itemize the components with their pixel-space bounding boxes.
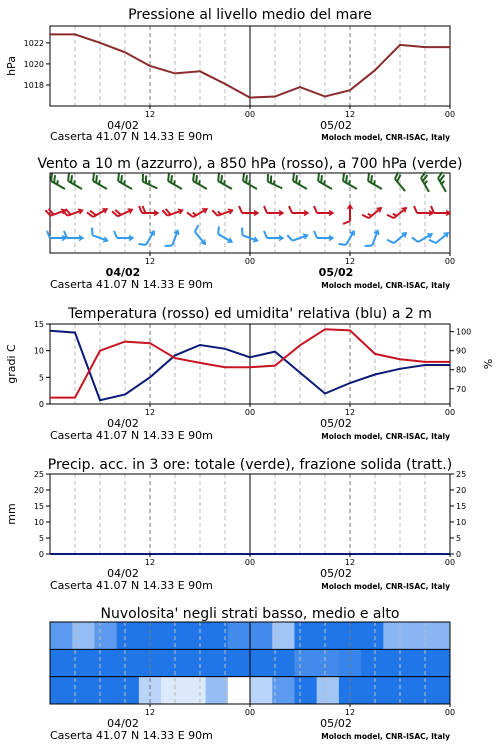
pressure-point [49, 34, 51, 36]
wind-barb [239, 228, 260, 243]
barb-feather [212, 209, 217, 217]
cloud-cell [228, 649, 251, 677]
cloud-cell [428, 677, 451, 705]
wind-barb [429, 227, 450, 246]
wind-barb [414, 206, 433, 216]
barb-feather [193, 225, 200, 232]
cloud-cell [117, 622, 140, 650]
y-tick-label: 0 [38, 400, 44, 409]
barb-half-feather [248, 180, 251, 184]
pressure-model: Moloch model, CNR-ISAC, Italy [321, 133, 450, 142]
wind-panel [37, 156, 462, 291]
cloud-cell [361, 622, 384, 650]
y-tick-label: 1018 [23, 80, 44, 90]
rh-point [349, 382, 351, 384]
y-tick-label: 15 [33, 320, 44, 329]
pressure-point [449, 46, 451, 48]
wind-barb [387, 202, 408, 221]
temp-rh-date-2: 05/02 [320, 417, 352, 430]
wind-model: Moloch model, CNR-ISAC, Italy [321, 281, 450, 290]
cloud-cell [272, 649, 295, 677]
rh-point [149, 377, 151, 379]
y-tick-label: 1022 [23, 38, 44, 48]
wind-xticks [145, 253, 455, 266]
y-tick-label: 0 [38, 550, 44, 559]
wind-barb [64, 231, 83, 241]
rh-point [449, 364, 451, 366]
rh-point [399, 368, 401, 370]
cloud-cell [161, 677, 184, 705]
clouds-title: Nuvolosita' negli strati basso, medio e alto [100, 606, 400, 622]
cloud-cell [294, 622, 317, 650]
precip-title: Precip. acc. in 3 ore: totale (verde), frazione solida (tratt.) [47, 457, 453, 473]
rh-point [199, 344, 201, 346]
x-tick-label: 12 [344, 558, 356, 567]
x-tick-label: 00 [244, 110, 256, 119]
precip-location: Caserta 41.07 N 14.33 E 90m [50, 579, 213, 592]
barb-half-feather [298, 180, 301, 184]
cloud-cell [161, 649, 184, 677]
barb-half-feather [323, 180, 326, 184]
wind-barb [89, 228, 110, 243]
y-tick-label: 5 [38, 373, 44, 383]
barb-feather [414, 206, 417, 213]
barb-feather [143, 206, 146, 213]
cloud-cell [250, 677, 273, 705]
y-tick-label: 25 [456, 470, 467, 479]
x-tick-label: 12 [344, 257, 356, 266]
pressure-grid [75, 26, 425, 106]
y-tick-label: 20 [456, 486, 467, 495]
temp-point [74, 397, 76, 399]
cloud-cell [50, 622, 73, 650]
precip-ylabel: mm [5, 503, 18, 525]
pressure-date-2: 05/02 [320, 119, 352, 132]
cloud-cell [72, 622, 95, 650]
x-tick-label: 00 [444, 257, 456, 266]
barb-feather [387, 238, 394, 245]
barb-feather [314, 231, 317, 238]
barb-feather [429, 238, 436, 245]
cloud-cell [428, 622, 451, 650]
pressure-point [399, 44, 401, 46]
precip-yticks-left [34, 470, 50, 559]
pressure-point [424, 46, 426, 48]
barb-half-feather [173, 180, 176, 184]
y-tick-label: 0 [456, 550, 462, 559]
x-tick-label: 00 [244, 708, 256, 717]
wind-barb [362, 202, 383, 221]
wind-barb [48, 173, 68, 189]
wind-barb [87, 203, 108, 221]
y-tick-label: 10 [33, 518, 44, 527]
cloud-cell [250, 622, 273, 650]
pressure-point [374, 69, 376, 71]
wind-barb [114, 231, 133, 241]
rh-point [224, 348, 226, 350]
barb-shaft [394, 233, 406, 243]
barb-half-feather [56, 180, 59, 184]
temp-point [399, 358, 401, 360]
wind-barb [412, 228, 433, 246]
barb-feather [140, 174, 146, 182]
pressure-point [74, 34, 76, 36]
y-tick-label: 5 [38, 534, 44, 543]
barb-feather [215, 226, 221, 234]
wind-barb [287, 229, 308, 244]
cloud-cell [294, 677, 317, 705]
rh-point [174, 355, 176, 357]
rh-point [299, 372, 301, 374]
rh-point [74, 332, 76, 334]
y-tick-label: 15 [33, 502, 44, 511]
pressure-point [174, 73, 176, 75]
x-tick-label: 00 [244, 558, 256, 567]
wind-barb [289, 206, 308, 216]
barb-shaft [195, 232, 205, 244]
temp-point [174, 357, 176, 359]
clouds-panel [50, 606, 455, 742]
clouds-xticks [145, 704, 455, 717]
wind-barb [314, 206, 333, 216]
x-tick-label: 12 [144, 708, 156, 717]
precip-xticks [145, 554, 455, 567]
clouds-date-1: 04/02 [107, 717, 139, 730]
wind-barb [191, 225, 210, 246]
temp-point [299, 345, 301, 347]
clouds-date-2: 05/02 [320, 717, 352, 730]
wind-barb [212, 204, 233, 219]
pressure-point [149, 65, 151, 67]
barb-shaft [436, 233, 448, 243]
x-tick-label: 12 [344, 708, 356, 717]
barb-feather [338, 241, 346, 247]
y-tick-label: 5 [456, 534, 462, 543]
wind-barb [139, 206, 158, 216]
precip-yticks-right [450, 470, 466, 559]
x-tick-label: 12 [144, 558, 156, 567]
pressure-panel [5, 7, 455, 143]
x-tick-label: 00 [444, 110, 456, 119]
temp-point [374, 353, 376, 355]
temp-point [349, 330, 351, 332]
barb-half-feather [223, 180, 226, 184]
temp-point [199, 362, 201, 364]
rh-point [424, 364, 426, 366]
x-tick-label: 00 [444, 558, 456, 567]
clouds-model: Moloch model, CNR-ISAC, Italy [321, 732, 450, 741]
precip-model: Moloch model, CNR-ISAC, Italy [321, 582, 450, 591]
temp-point [424, 361, 426, 363]
cloud-cell [272, 677, 295, 705]
barb-feather [114, 231, 117, 238]
pressure-point [349, 89, 351, 91]
temp-rh-title: Temperatura (rosso) ed umidita' relativa (blu) a 2 m [68, 306, 432, 322]
cloud-cell [117, 677, 140, 705]
wind-barb [138, 228, 156, 249]
y-tick-label: 90 [456, 346, 467, 356]
rh-point [249, 357, 251, 359]
x-tick-label: 00 [444, 408, 456, 417]
temp-yticks [34, 320, 50, 409]
cloud-cell [183, 649, 206, 677]
y-tick-label: 1020 [23, 59, 44, 69]
barb-feather [240, 228, 245, 236]
pressure-title: Pressione al livello medio del mare [128, 7, 372, 23]
temp-rh-location: Caserta 41.07 N 14.33 E 90m [50, 429, 213, 442]
temp-point [149, 342, 151, 344]
rh-ylabel: % [482, 358, 495, 370]
cloud-cell [383, 677, 406, 705]
precip-date-2: 05/02 [320, 567, 352, 580]
barb-feather [138, 241, 146, 247]
x-tick-label: 12 [344, 110, 356, 119]
barb-feather [239, 206, 242, 213]
cloud-cell [317, 677, 340, 705]
cloud-cell [50, 677, 73, 705]
rh-point [324, 393, 326, 395]
barb-half-feather [373, 180, 376, 184]
cloud-cell [428, 649, 451, 677]
precip-panel [5, 457, 466, 592]
x-tick-label: 12 [144, 257, 156, 266]
wind-barb [431, 206, 450, 216]
rh-point [374, 374, 376, 376]
pressure-xticks [145, 106, 455, 119]
barb-feather [265, 174, 271, 182]
x-tick-label: 00 [444, 708, 456, 717]
temp-rh-date-1: 04/02 [107, 417, 139, 430]
wind-barb [338, 228, 356, 249]
cloud-cell [183, 677, 206, 705]
clouds-location: Caserta 41.07 N 14.33 E 90m [50, 729, 213, 742]
temp-point [124, 341, 126, 343]
barb-half-feather [98, 180, 101, 184]
barb-feather [314, 206, 317, 213]
cloud-cell [94, 622, 117, 650]
wind-location: Caserta 41.07 N 14.33 E 90m [50, 278, 213, 291]
y-tick-label: 25 [33, 470, 44, 479]
temp-point [224, 366, 226, 368]
wind-barb [264, 206, 283, 216]
temp-point [249, 366, 251, 368]
x-tick-label: 12 [144, 408, 156, 417]
cloud-cell [361, 649, 384, 677]
wind-barb [393, 172, 411, 191]
cloud-cell [94, 649, 117, 677]
barb-feather [365, 243, 373, 248]
barb-half-feather [198, 180, 201, 184]
cloud-cell [228, 677, 251, 705]
wind-barb [264, 231, 283, 241]
y-tick-label: 15 [456, 502, 467, 511]
pressure-point [324, 96, 326, 98]
y-tick-label: 80 [456, 365, 467, 375]
cloud-cell [72, 649, 95, 677]
temp-rh-model: Moloch model, CNR-ISAC, Italy [321, 432, 450, 441]
barb-feather [139, 206, 142, 213]
wind-barb [387, 227, 408, 246]
barb-feather [90, 228, 95, 236]
wind-barb [162, 204, 183, 219]
cloud-cell [250, 649, 273, 677]
cloud-cell [117, 649, 140, 677]
precip-date-1: 04/02 [107, 567, 139, 580]
rh-point [99, 399, 101, 401]
cloud-cell [317, 649, 340, 677]
x-tick-label: 00 [244, 257, 256, 266]
wind-barb [112, 203, 133, 220]
wind-barb [420, 172, 436, 192]
barb-feather [187, 211, 193, 219]
cloud-cell [317, 622, 340, 650]
x-tick-label: 00 [244, 408, 256, 417]
rh-yticks [450, 328, 471, 394]
cloud-cell [94, 677, 117, 705]
barb-shaft [438, 178, 446, 192]
wind-title: Vento a 10 m (azzurro), a 850 hPa (rosso), a 700 hPa (verde) [37, 156, 463, 172]
barb-half-feather [73, 180, 76, 184]
temp-rh-xticks [145, 404, 455, 417]
rh-point [49, 330, 51, 332]
y-tick-label: 100 [456, 327, 472, 337]
rh-point [124, 394, 126, 396]
wind-barb [314, 231, 333, 241]
pressure-ylabel: hPa [5, 56, 18, 76]
barb-feather [289, 206, 292, 213]
temp-point [324, 329, 326, 331]
cloud-cell [383, 649, 406, 677]
barb-feather [264, 206, 267, 213]
cloud-cell [272, 622, 295, 650]
pressure-point [274, 96, 276, 98]
pressure-yticks [24, 39, 50, 90]
barb-half-feather [123, 180, 126, 184]
barb-feather [165, 243, 173, 248]
y-tick-label: 10 [456, 518, 467, 527]
x-tick-label: 12 [344, 408, 356, 417]
pressure-point [99, 42, 101, 44]
wind-barb [239, 206, 258, 216]
pressure-date-1: 04/02 [107, 119, 139, 132]
barb-feather [264, 231, 267, 238]
wind-date-1: 04/02 [105, 266, 141, 279]
barb-feather [287, 234, 292, 242]
temp-rh-panel [5, 306, 495, 442]
wind-barbs [45, 172, 452, 249]
cloud-cell [50, 649, 73, 677]
temp-point [274, 365, 276, 367]
wind-barb [365, 228, 380, 249]
wind-barb [343, 205, 353, 224]
cloud-cell [361, 677, 384, 705]
x-tick-label: 12 [144, 110, 156, 119]
cloud-cell [228, 622, 251, 650]
precip-grid [75, 474, 425, 554]
pressure-point [124, 52, 126, 54]
cloud-cell [383, 622, 406, 650]
rh-point [274, 351, 276, 353]
pressure-point [249, 97, 251, 99]
y-tick-label: 20 [33, 486, 44, 495]
wind-barb [187, 203, 208, 221]
temp-ylabel: gradi C [5, 344, 18, 384]
y-tick-label: 10 [33, 346, 44, 356]
pressure-point [199, 70, 201, 72]
wind-date-2: 05/02 [318, 266, 354, 279]
temp-point [49, 397, 51, 399]
cloud-cell [294, 649, 317, 677]
pressure-point [224, 83, 226, 85]
cloud-cell [72, 677, 95, 705]
temp-point [449, 361, 451, 363]
y-tick-label: 70 [456, 384, 467, 394]
cloud-cell [161, 622, 184, 650]
barb-half-feather [348, 180, 351, 184]
barb-feather [412, 236, 418, 244]
barb-feather [343, 221, 350, 224]
wind-barb [165, 228, 180, 249]
pressure-location: Caserta 41.07 N 14.33 E 90m [50, 130, 213, 143]
pressure-point [299, 86, 301, 88]
temp-point [99, 350, 101, 352]
cloud-cell [183, 622, 206, 650]
